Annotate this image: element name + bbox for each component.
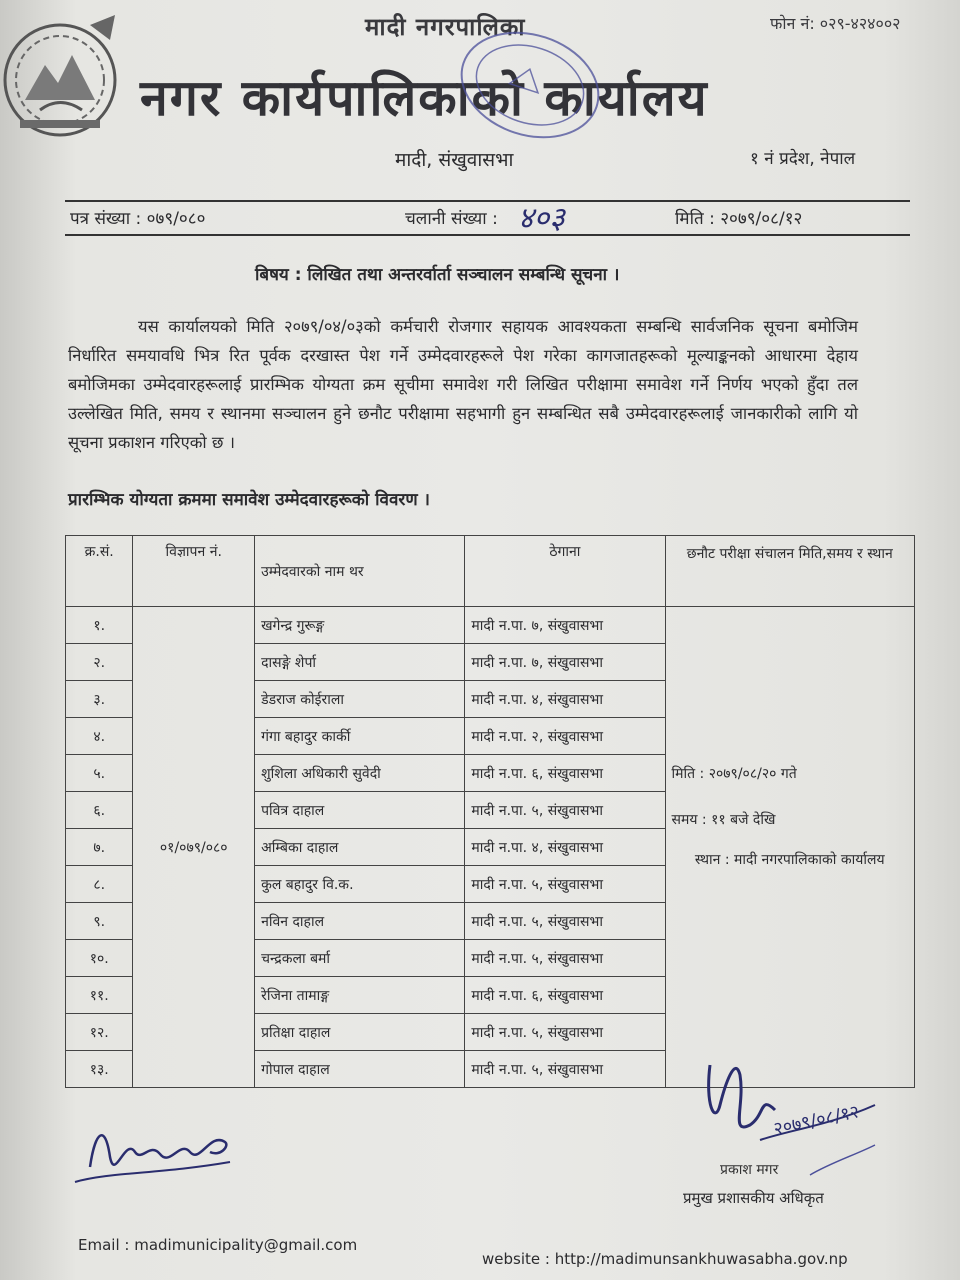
address-left: मादी, संखुवासभा — [395, 149, 514, 171]
cell-name: गोपाल दाहाल — [255, 1051, 465, 1088]
cell-address: मादी न.पा. ६, संखुवासभा — [465, 977, 665, 1014]
cell-serial: १३. — [66, 1051, 133, 1088]
municipality-name: मादी नगरपालिका — [365, 13, 526, 41]
cell-name: रेजिना तामाङ्ग — [255, 977, 465, 1014]
letter-number: पत्र संख्या : ०७९/०८० — [70, 209, 206, 229]
cell-name: कुल बहादुर वि.क. — [255, 866, 465, 903]
cell-name: प्रतिक्षा दाहाल — [255, 1014, 465, 1051]
right-signature-icon — [690, 1045, 880, 1185]
notice-body: यस कार्यालयको मिति २०७९/०४/०३को कर्मचारी रोजगार सहायक आवश्यकता सम्बन्धि सार्वजनिक सूचना बमोजिम निर्धारित समयावधि भित्र रित पूर्वक दरखास्त पेश गर्ने उम्मेदवारहरूले पेश गरेका कागजातहरूको मूल्याङ्कनको आधारमा देहाय बमोजिमका उम्मेदवारहरूलाई प्रारम्भिक योग्यता क्रम सूचीमा समावेश गरी लिखित परीक्षामा समावेश गर्ने निर्णय भएको हुँदा तल उल्लेखित मिति, समय र स्थानमा सञ्चालन हुने छनौट परीक्षामा सहभागी हुन सम्बन्धित सबै उम्मेदवारहरूलाई जानकारीको लागि यो सूचना प्रकाशन गरिएको छ । — [68, 317, 859, 452]
cell-name: शुशिला अधिकारी सुवेदी — [255, 755, 465, 792]
cell-name: दासङ्गे शेर्पा — [255, 644, 465, 681]
cell-address: मादी न.पा. ४, संखुवासभा — [465, 681, 665, 718]
cell-address: मादी न.पा. ५, संखुवासभा — [465, 1014, 665, 1051]
officer-name: प्रकाश मगर — [720, 1162, 779, 1178]
cell-address: मादी न.पा. २, संखुवासभा — [465, 718, 665, 755]
col-ad-no: विज्ञापन नं. — [133, 536, 255, 607]
cell-address: मादी न.पा. ५, संखुवासभा — [465, 792, 665, 829]
col-address: ठेगाना — [465, 536, 665, 607]
cell-serial: ८. — [66, 866, 133, 903]
cell-address: मादी न.पा. ६, संखुवासभा — [465, 755, 665, 792]
col-exam: छनौट परीक्षा संचालन मिति,समय र स्थान — [665, 536, 915, 607]
cell-serial: १२. — [66, 1014, 133, 1051]
phone-number: फोन नं: ०२९-४२४००२ — [770, 14, 901, 33]
cell-serial: ५. — [66, 755, 133, 792]
cell-address: मादी न.पा. ४, संखुवासभा — [465, 829, 665, 866]
footer-website: website : http://madimunsankhuwasabha.gov.np — [482, 1250, 848, 1268]
cell-name: खगेन्द्र गुरूङ्ग — [255, 607, 465, 644]
cell-name: डेडराज कोईराला — [255, 681, 465, 718]
left-signature-icon — [70, 1112, 240, 1192]
cell-serial: ३. — [66, 681, 133, 718]
table-header-row — [66, 536, 915, 607]
office-stamp-icon — [442, 10, 619, 161]
cell-name: अम्बिका दाहाल — [255, 829, 465, 866]
address-right: १ नं प्रदेश, नेपाल — [750, 149, 856, 169]
cell-serial: ११. — [66, 977, 133, 1014]
col-serial: क्र.सं. — [66, 536, 133, 607]
cell-address: मादी न.पा. ५, संखुवासभा — [465, 1051, 665, 1088]
cell-name: चन्द्रकला बर्मा — [255, 940, 465, 977]
dispatch-label: चलानी संख्या : — [405, 209, 498, 229]
table-row — [66, 607, 915, 644]
list-heading: प्रारम्भिक योग्यता क्रममा समावेश उम्मेदवारहरूको विवरण । — [68, 490, 430, 510]
nepal-emblem-icon — [0, 5, 130, 145]
cell-serial: ६. — [66, 792, 133, 829]
svg-text:२०७९/०८/१२: २०७९/०८/१२ — [771, 1101, 862, 1140]
cell-serial: २. — [66, 644, 133, 681]
subject-line: बिषय : लिखित तथा अन्तरर्वार्ता सञ्चालन सम्बन्धि सूचना । — [255, 265, 620, 285]
cell-address: मादी न.पा. ५, संखुवासभा — [465, 940, 665, 977]
cell-name: पवित्र दाहाल — [255, 792, 465, 829]
candidate-table — [65, 535, 915, 1088]
letter-date: मिति : २०७९/०८/१२ — [675, 209, 803, 229]
cell-address: मादी न.पा. ७, संखुवासभा — [465, 644, 665, 681]
exam-time: समय : ११ बजे देखि — [671, 812, 776, 828]
cell-name: गंगा बहादुर कार्की — [255, 718, 465, 755]
cell-exam-info — [665, 607, 915, 1088]
dispatch-number: ४०३ — [518, 201, 565, 236]
cell-ad-no: ०१/०७९/०८० — [133, 607, 255, 1088]
cell-address: मादी न.पा. ५, संखुवासभा — [465, 866, 665, 903]
cell-serial: १. — [66, 607, 133, 644]
exam-place: स्थान : मादी नगरपालिकाको कार्यालय — [694, 852, 885, 868]
cell-serial: ९. — [66, 903, 133, 940]
cell-address: मादी न.पा. ५, संखुवासभा — [465, 903, 665, 940]
cell-address: मादी न.पा. ७, संखुवासभा — [465, 607, 665, 644]
cell-serial: १०. — [66, 940, 133, 977]
cell-name: नविन दाहाल — [255, 903, 465, 940]
cell-serial: ४. — [66, 718, 133, 755]
col-name: उम्मेदवारको नाम थर — [255, 536, 465, 607]
office-title: नगर कार्यपालिकाको कार्यालय — [140, 69, 709, 127]
cell-serial: ७. — [66, 829, 133, 866]
officer-title: प्रमुख प्रशासकीय अधिकृत — [683, 1189, 824, 1207]
footer-email: Email : madimunicipality@gmail.com — [78, 1236, 358, 1254]
exam-date: मिति : २०७९/०८/२० गते — [671, 766, 797, 782]
